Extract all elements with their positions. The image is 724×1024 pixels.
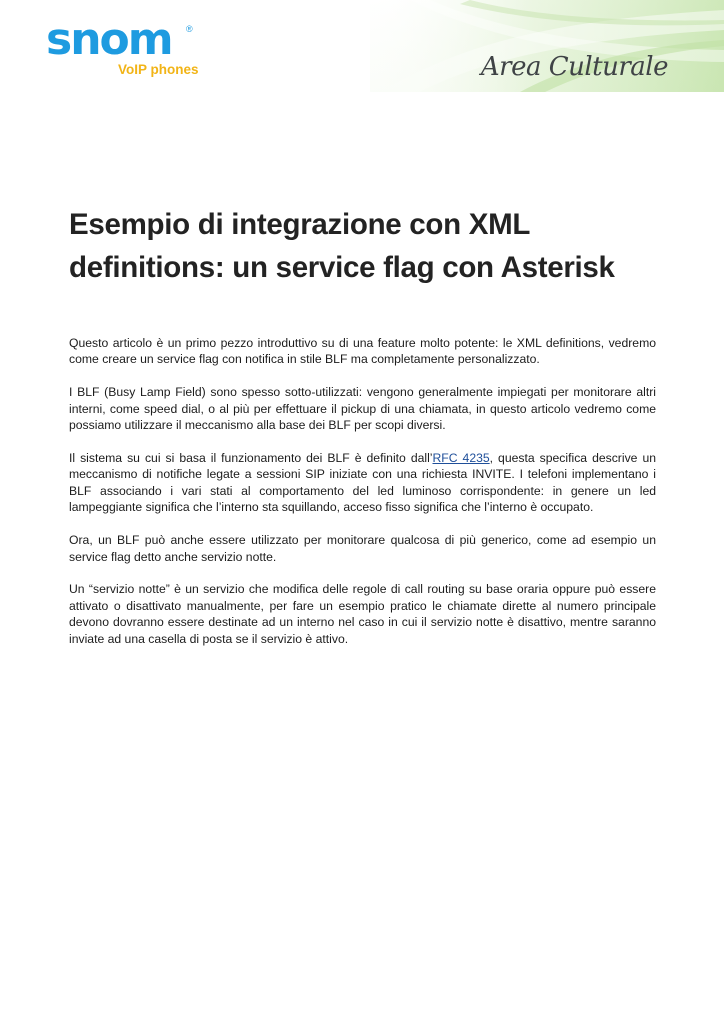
logo-tagline: VoIP phones [118, 62, 199, 77]
paragraph-text: , questa specifica descrive un meccanismo di notifiche legate a sessioni SIP iniziate con una richiesta INVITE. I telefoni implementano i BLF associando i vari stati al comportamento del led luminoso corrispondente: in genere un led lampeggiante significa che l’interno sta squillando, acceso fisso significa che l’interno è occupato. [69, 451, 657, 515]
paragraph: Un “servizio notte” è un servizio che modifica delle regole di call routing su base oraria oppure può essere attivato o disattivato manualmente, per fare un esempio pratico le chiamate dirette al numero principale devono dovranno essere destinate ad un interno nel caso in cui il servizio notte è disattivo, mentre saranno inviate ad una casella di posta se il servizio è attivo. [69, 582, 656, 646]
paragraph-rfc [69, 450, 656, 516]
article-body [69, 335, 656, 664]
paragraph: Questo articolo è un primo pezzo introduttivo su di una feature molto potente: le XML definitions, vedremo come creare un service flag con notifica in stile BLF ma completamente personalizzato. [69, 336, 656, 367]
rfc-4235-link[interactable]: RFC 4235 [432, 451, 490, 466]
paragraph: Ora, un BLF può anche essere utilizzato per monitorare qualcosa di più generico, come ad esempio un service flag detto anche servizio notte. [69, 533, 656, 564]
article-title: Esempio di integrazione con XML definitions: un service flag con Asterisk [69, 208, 615, 284]
paragraph-text: Il sistema su cui si basa il funzionamento dei BLF è definito dall’ [69, 451, 433, 466]
paragraph: I BLF (Busy Lamp Field) sono spesso sotto-utilizzati: vengono generalmente impiegati per monitorare altri interni, come speed dial, o al più per effettuare il pickup di una chiamata, in questo articolo vedremo come possiamo utilizzare il meccanismo alla base dei BLF per scopi diversi. [69, 385, 656, 433]
logo-registered-mark: ® [186, 24, 193, 34]
snom-logo [46, 14, 216, 84]
header-decoration [0, 0, 724, 92]
section-label: Area Culturale [480, 52, 668, 82]
logo-wordmark: snom [46, 14, 172, 65]
